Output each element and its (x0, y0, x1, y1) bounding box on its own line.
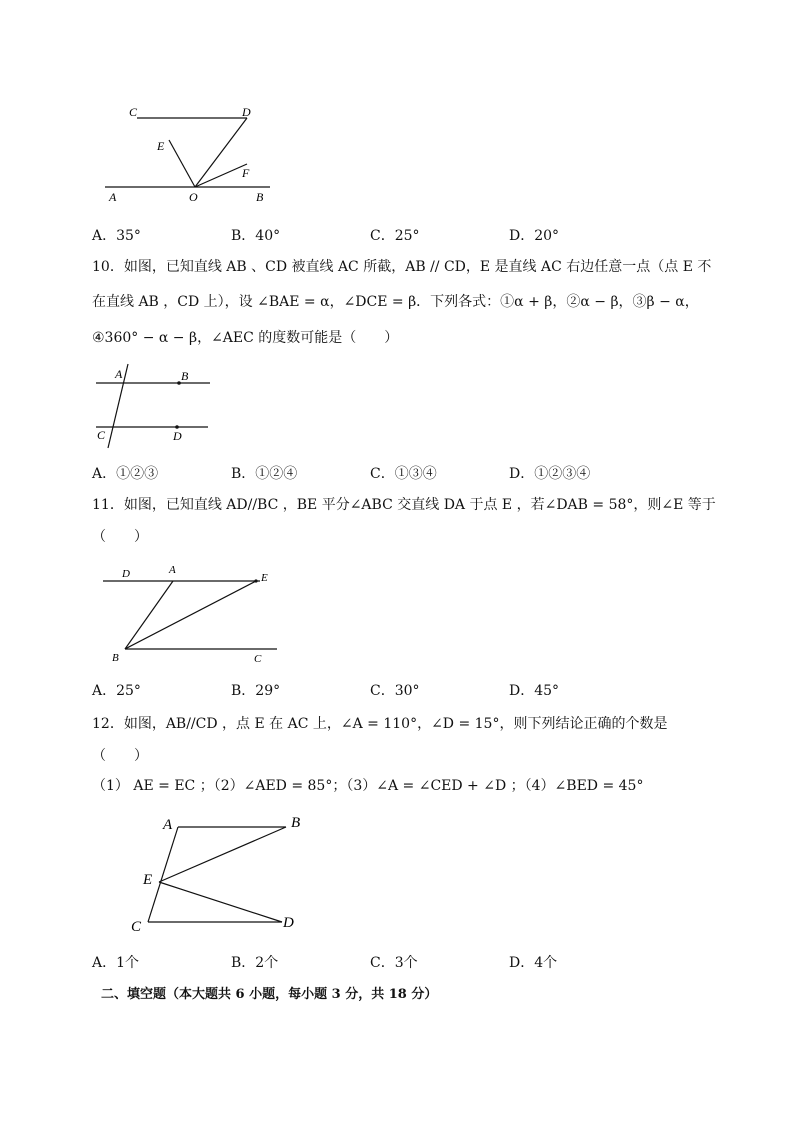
label-c: C (254, 653, 262, 665)
label-b: B (112, 652, 119, 664)
segment-eb (159, 827, 286, 882)
q9-option-c: C．25° (370, 228, 420, 244)
label-a: A (163, 817, 173, 833)
q12-line2: （ ） (92, 748, 148, 764)
q11-line1: 11．如图，已知直线 AD//BC ，BE 平分∠ABC 交直线 DA 于点 E ，若∠DAB = 58°，则∠E 等于 (92, 497, 716, 513)
q11-option-b: B．29° (231, 683, 281, 699)
label-d: D (173, 429, 182, 443)
label-c: C (129, 105, 138, 119)
label-d: D (122, 568, 130, 580)
label-d: D (283, 915, 294, 931)
label-b: B (181, 369, 189, 383)
q10-option-c: C．①③④ (370, 466, 437, 482)
q10-option-a: A．①②③ (92, 466, 159, 482)
label-a: A (109, 190, 117, 204)
label-e: E (143, 872, 153, 888)
q9-option-d: D．20° (509, 228, 560, 244)
label-o: O (189, 190, 198, 204)
segment-ac (148, 827, 178, 922)
label-a: A (169, 564, 176, 576)
q10-option-b: B．①②④ (231, 466, 298, 482)
q11-option-d: D．45° (509, 683, 560, 699)
label-d: D (242, 105, 251, 119)
segment-ed (159, 882, 282, 922)
q11-figure (95, 560, 285, 670)
q11-line2: （ ） (92, 529, 148, 545)
q12-line3: （1） AE = EC ；（2）∠AED = 85°；（3）∠A = ∠CED + ∠D ；（4）∠BED = 45° (92, 778, 644, 794)
q10-line1: 10．如图，已知直线 AB 、CD 被直线 AC 所截，AB // CD，E 是直线 AC 右边任意一点（点 E 不 (92, 259, 712, 275)
ray-od (195, 118, 247, 187)
label-e: E (157, 139, 165, 153)
q9-option-a: A．35° (92, 228, 141, 244)
label-b: B (256, 190, 264, 204)
q11-option-c: C．30° (370, 683, 420, 699)
label-a: A (115, 367, 123, 381)
ray-of (195, 164, 247, 187)
point-e (254, 579, 257, 582)
q11-option-a: A．25° (92, 683, 141, 699)
q9-figure (95, 100, 285, 210)
q12-option-b: B．2个 (231, 955, 279, 971)
q10-figure (90, 360, 220, 450)
label-c: C (131, 919, 142, 935)
label-b: B (291, 815, 301, 831)
segment-ab (125, 581, 173, 649)
q12-option-a: A．1个 (92, 955, 140, 971)
q12-figure (125, 808, 315, 938)
q12-line1: 12．如图，AB//CD ，点 E 在 AC 上，∠A = 110°，∠D = 15°，则下列结论正确的个数是 (92, 716, 668, 732)
q10-line3: ④360° − α − β，∠AEC 的度数可能是（ ） (92, 330, 399, 346)
q12-option-c: C．3个 (370, 955, 418, 971)
label-f: F (242, 166, 250, 180)
segment-be (125, 581, 256, 649)
label-c: C (97, 428, 106, 442)
q9-option-b: B．40° (231, 228, 281, 244)
q10-option-d: D．①②③④ (509, 466, 591, 482)
q10-line2: 在直线 AB ，CD 上），设 ∠BAE = α，∠DCE = β．下列各式：①α + β，②α − β，③β − α， (92, 294, 699, 310)
ray-oe (169, 140, 195, 187)
section-heading: 二、填空题（本大题共 6 小题，每小题 3 分，共 18 分） (101, 987, 438, 1002)
q12-option-d: D．4个 (509, 955, 558, 971)
label-e: E (261, 572, 268, 584)
